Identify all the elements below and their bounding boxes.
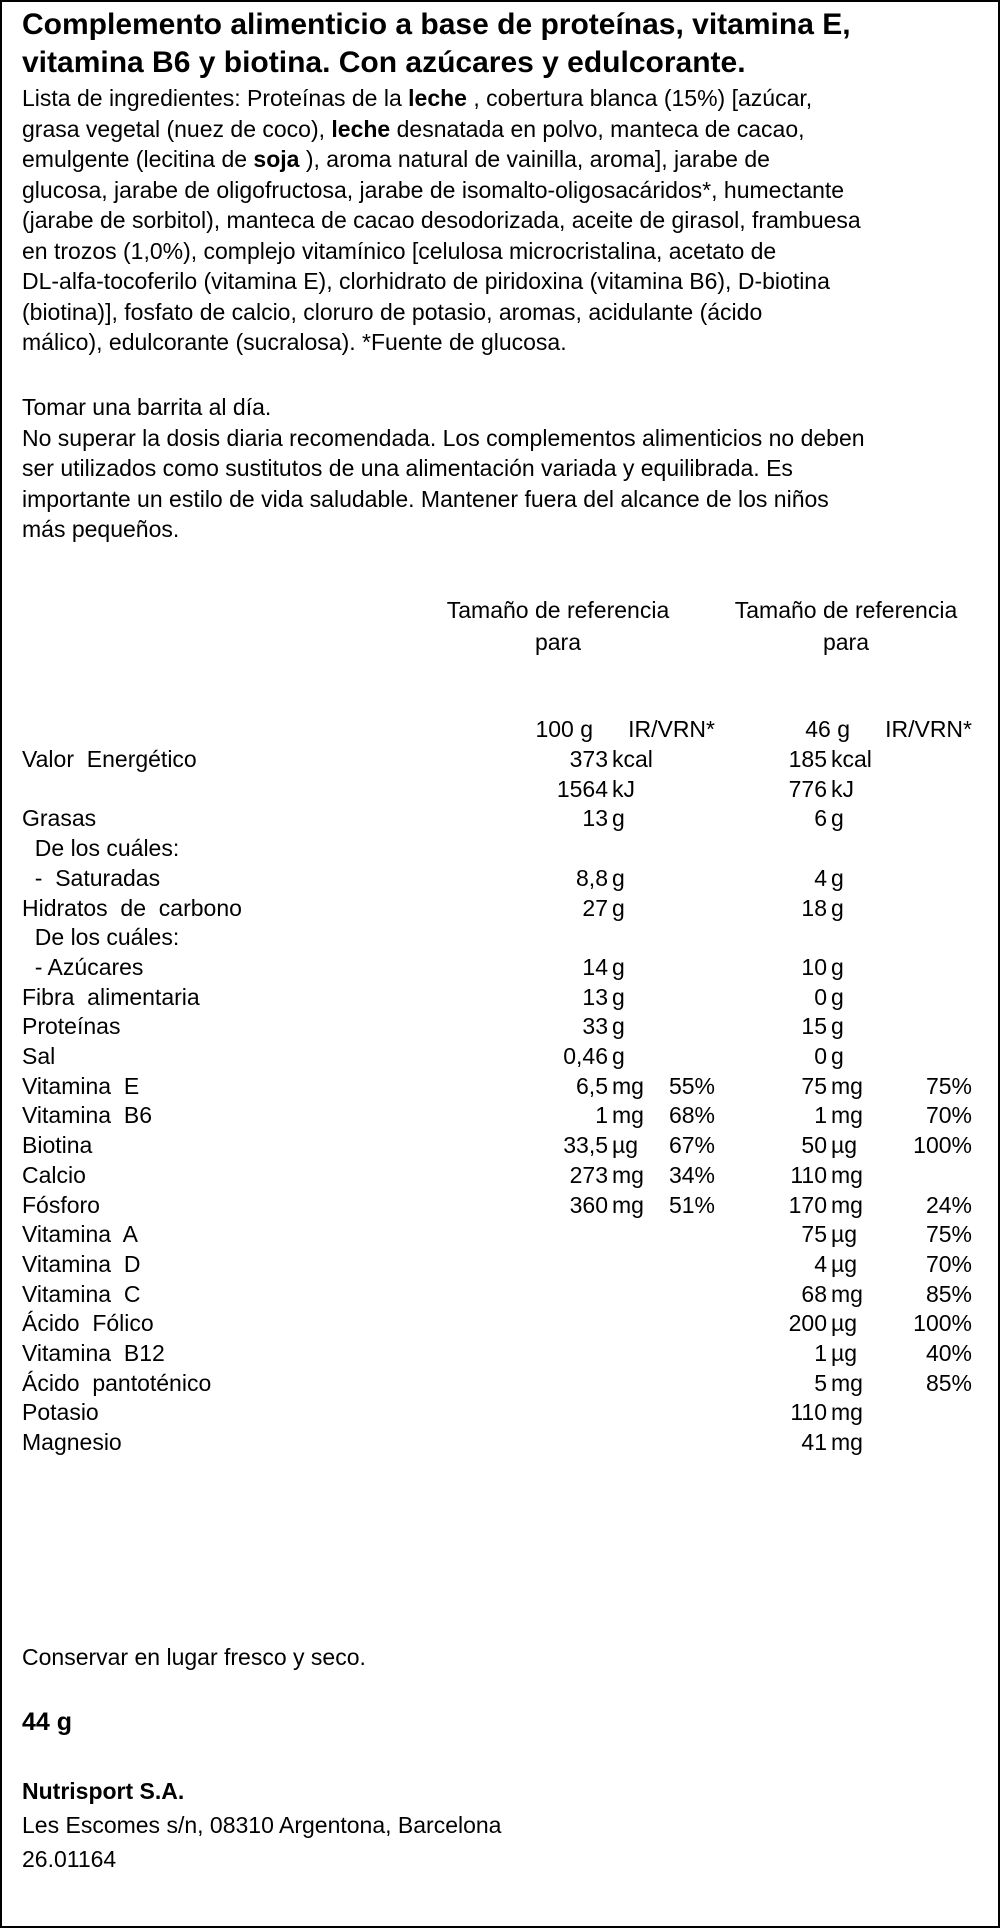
ir-100g: 34% <box>668 1161 715 1188</box>
ingredient-text: ), aroma natural de vainilla, aroma], jarabe de <box>299 146 770 172</box>
nutrient-name: Ácido Fólico <box>22 1310 154 1337</box>
ingredients-line <box>22 175 861 206</box>
ir-46g: 100% <box>913 1132 972 1159</box>
ingredient-text: desnatada en polvo, manteca de cacao, <box>390 115 805 142</box>
col2-amount: 46 g <box>805 716 850 742</box>
col1-ir-heading: IR/VRN* <box>628 716 715 742</box>
company-name: Nutrisport S.A. <box>22 1778 185 1804</box>
ir-46g: 100% <box>913 1310 972 1337</box>
value-100g: 33 <box>582 1013 608 1040</box>
value-100g: 373 <box>569 746 608 772</box>
nutrient-name: Vitamina B12 <box>22 1340 165 1366</box>
nutrient-name: Vitamina D <box>22 1250 141 1277</box>
ingredients-list <box>22 83 861 358</box>
ingredients-line <box>22 236 861 267</box>
value-46g: 1 <box>814 1340 827 1366</box>
nutrient-name: Potasio <box>22 1399 99 1426</box>
unit-46g: µg <box>831 1221 858 1248</box>
nutrient-name: Proteínas <box>22 1013 121 1040</box>
value-100g: 33,5 <box>563 1132 608 1159</box>
ingredient-text: grasa vegetal (nuez de coco), <box>22 115 332 142</box>
unit-46g: µg <box>831 1310 858 1337</box>
ingredients-line <box>22 144 861 175</box>
ingredient-text: en trozos (1,0%), complejo vitamínico [celulosa microcristalina, acetato de <box>22 237 777 264</box>
unit-46g: mg <box>831 1102 863 1129</box>
nutrient-name: Vitamina B6 <box>22 1102 152 1129</box>
nutrient-name: Vitamina E <box>22 1072 140 1099</box>
value-46g: 6 <box>814 805 827 832</box>
unit-100g: g <box>612 953 625 980</box>
unit-100g: g <box>612 894 625 921</box>
product-code: 26.01164 <box>22 1846 117 1872</box>
ingredients-line <box>22 83 861 114</box>
unit-100g: g <box>612 1013 625 1040</box>
value-46g: 68 <box>801 1280 827 1307</box>
unit-100g: mg <box>612 1102 644 1129</box>
ingredients-line <box>22 266 861 297</box>
usage-line: importante un estilo de vida saludable. Mantener fuera del alcance de los niños <box>22 485 829 512</box>
nutrient-name: Magnesio <box>22 1429 122 1456</box>
unit-100g: g <box>612 864 625 891</box>
unit-46g: mg <box>831 1280 863 1307</box>
value-100g: 13 <box>582 983 608 1010</box>
value-100g: 1564 <box>556 775 608 802</box>
unit-46g: mg <box>831 1399 863 1426</box>
ingredient-text: málico), edulcorante (sucralosa). *Fuente de glucosa. <box>22 329 567 355</box>
ingredient-text: Lista de ingredientes: Proteínas de la <box>22 85 409 111</box>
ir-46g: 40% <box>925 1340 972 1366</box>
ingredient-text: (jarabe de sorbitol), manteca de cacao desodorizada, aceite de girasol, frambuesa <box>22 207 861 233</box>
unit-46g: mg <box>831 1369 863 1396</box>
unit-100g: kJ <box>612 775 635 802</box>
ingredient-text: glucosa, jarabe de oligofructosa, jarabe de isomalto-oligosacáridos*, humectante <box>22 176 845 203</box>
unit-46g: g <box>831 894 844 921</box>
ir-46g: 24% <box>925 1191 972 1218</box>
ingredients-line <box>22 327 861 358</box>
usage-line: No superar la dosis diaria recomendada. Los complementos alimenticios no deben <box>22 424 865 451</box>
value-46g: 5 <box>814 1369 827 1396</box>
nutrient-name: Fibra alimentaria <box>22 983 200 1010</box>
unit-100g: mg <box>612 1191 644 1218</box>
ir-100g: 51% <box>668 1191 715 1218</box>
nutrient-name: Sal <box>22 1043 56 1069</box>
value-46g: 110 <box>790 1399 827 1426</box>
value-100g: 27 <box>582 894 608 921</box>
value-100g: 1 <box>595 1102 608 1129</box>
ir-46g: 70% <box>925 1250 972 1277</box>
unit-46g: g <box>831 983 844 1010</box>
value-46g: 75 <box>801 1072 827 1099</box>
unit-100g: g <box>612 983 625 1010</box>
unit-46g: µg <box>831 1132 858 1159</box>
nutrient-name: - Saturadas <box>22 864 161 891</box>
unit-46g: g <box>831 1043 844 1069</box>
nutrient-name: Ácido pantoténico <box>22 1369 212 1396</box>
ingredients-line <box>22 114 861 145</box>
unit-46g: g <box>831 953 844 980</box>
ir-46g: 75% <box>925 1072 972 1099</box>
ir-46g: 85% <box>925 1280 972 1307</box>
unit-46g: g <box>831 805 844 832</box>
unit-100g: g <box>612 1043 625 1069</box>
value-46g: 110 <box>790 1161 827 1188</box>
value-46g: 41 <box>801 1429 827 1456</box>
value-46g: 0 <box>814 1043 827 1069</box>
value-100g: 273 <box>569 1161 608 1188</box>
unit-100g: mg <box>612 1072 644 1099</box>
ir-46g: 85% <box>925 1369 972 1396</box>
usage-line: ser utilizados como sustitutos de una alimentación variada y equilibrada. Es <box>22 455 793 481</box>
title-line: Complemento alimenticio a base de proteínas, vitamina E, <box>22 8 851 41</box>
unit-46g: g <box>831 864 844 891</box>
allergen-text: leche <box>331 115 391 142</box>
usage-line: Tomar una barrita al día. <box>22 394 272 420</box>
col2-heading: Tamaño de referencia para <box>734 597 958 655</box>
allergen-text: soja <box>253 146 300 172</box>
net-weight: 44 g <box>22 1708 73 1736</box>
ir-100g: 68% <box>668 1102 715 1129</box>
ingredients-line <box>22 205 861 236</box>
unit-46g: µg <box>831 1250 858 1277</box>
nutrient-name: - Azúcares <box>22 953 144 980</box>
unit-46g: mg <box>831 1072 863 1099</box>
ir-100g: 55% <box>668 1072 715 1099</box>
unit-46g: g <box>831 1013 844 1040</box>
value-46g: 185 <box>788 746 827 772</box>
allergen-text: leche <box>408 85 467 111</box>
unit-100g: µg <box>612 1132 639 1159</box>
col2-ir-heading: IR/VRN* <box>885 716 972 742</box>
value-100g: 6,5 <box>576 1072 608 1099</box>
nutrient-name: De los cuáles: <box>22 924 180 951</box>
product-title <box>22 6 851 82</box>
ingredient-text: DL-alfa-tocoferilo (vitamina E), clorhidrato de piridoxina (vitamina B6), D-biotina <box>22 268 830 294</box>
usage-instructions <box>22 392 865 545</box>
nutrient-name: Vitamina C <box>22 1280 141 1307</box>
ir-46g: 75% <box>925 1221 972 1248</box>
ingredient-text: , cobertura blanca (15%) [azúcar, <box>466 85 813 111</box>
ir-46g: 70% <box>925 1102 972 1129</box>
value-100g: 360 <box>569 1191 608 1218</box>
value-46g: 4 <box>814 1250 827 1277</box>
nutrient-name: Hidratos de carbono <box>22 894 242 921</box>
usage-line: más pequeños. <box>22 516 180 542</box>
unit-46g: kcal <box>831 746 872 772</box>
nutrient-name: De los cuáles: <box>22 835 180 862</box>
col1-heading: Tamaño de referencia para <box>446 597 670 655</box>
unit-46g: mg <box>831 1191 863 1218</box>
unit-46g: kJ <box>831 775 854 802</box>
unit-100g: kcal <box>612 746 653 772</box>
value-100g: 8,8 <box>576 864 608 891</box>
nutrient-name: Fósforo <box>22 1191 100 1218</box>
unit-46g: µg <box>831 1340 858 1366</box>
value-46g: 200 <box>788 1310 827 1337</box>
value-46g: 0 <box>814 983 827 1010</box>
nutrient-name: Calcio <box>22 1161 86 1188</box>
nutrient-name: Grasas <box>22 805 97 832</box>
unit-100g: g <box>612 805 625 832</box>
value-100g: 0,46 <box>563 1043 608 1069</box>
col1-amount: 100 g <box>535 716 593 742</box>
ir-100g: 67% <box>668 1132 715 1159</box>
nutrient-name: Valor Energético <box>22 746 197 772</box>
value-46g: 776 <box>788 775 827 802</box>
ingredients-line <box>22 297 861 328</box>
value-100g: 13 <box>582 805 608 832</box>
value-46g: 10 <box>801 953 827 980</box>
ingredient-text: (biotina)], fosfato de calcio, cloruro de potasio, aromas, acidulante (ácido <box>22 298 763 325</box>
title-line: vitamina B6 y biotina. Con azúcares y edulcorante. <box>22 46 746 79</box>
ingredient-text: emulgente (lecitina de <box>22 146 254 172</box>
company-address: Les Escomes s/n, 08310 Argentona, Barcelona <box>22 1812 502 1838</box>
value-46g: 75 <box>801 1221 827 1248</box>
storage-text: Conservar en lugar fresco y seco. <box>22 1644 366 1670</box>
value-46g: 15 <box>801 1013 827 1040</box>
nutrient-name: Biotina <box>22 1132 93 1159</box>
unit-46g: mg <box>831 1429 863 1456</box>
value-46g: 50 <box>801 1132 827 1159</box>
value-100g: 14 <box>582 953 608 980</box>
unit-46g: mg <box>831 1161 863 1188</box>
value-46g: 170 <box>788 1191 827 1218</box>
unit-100g: mg <box>612 1161 644 1188</box>
value-46g: 18 <box>801 894 827 921</box>
nutrient-name: Vitamina A <box>22 1221 138 1248</box>
value-46g: 1 <box>814 1102 827 1129</box>
value-46g: 4 <box>814 864 827 891</box>
